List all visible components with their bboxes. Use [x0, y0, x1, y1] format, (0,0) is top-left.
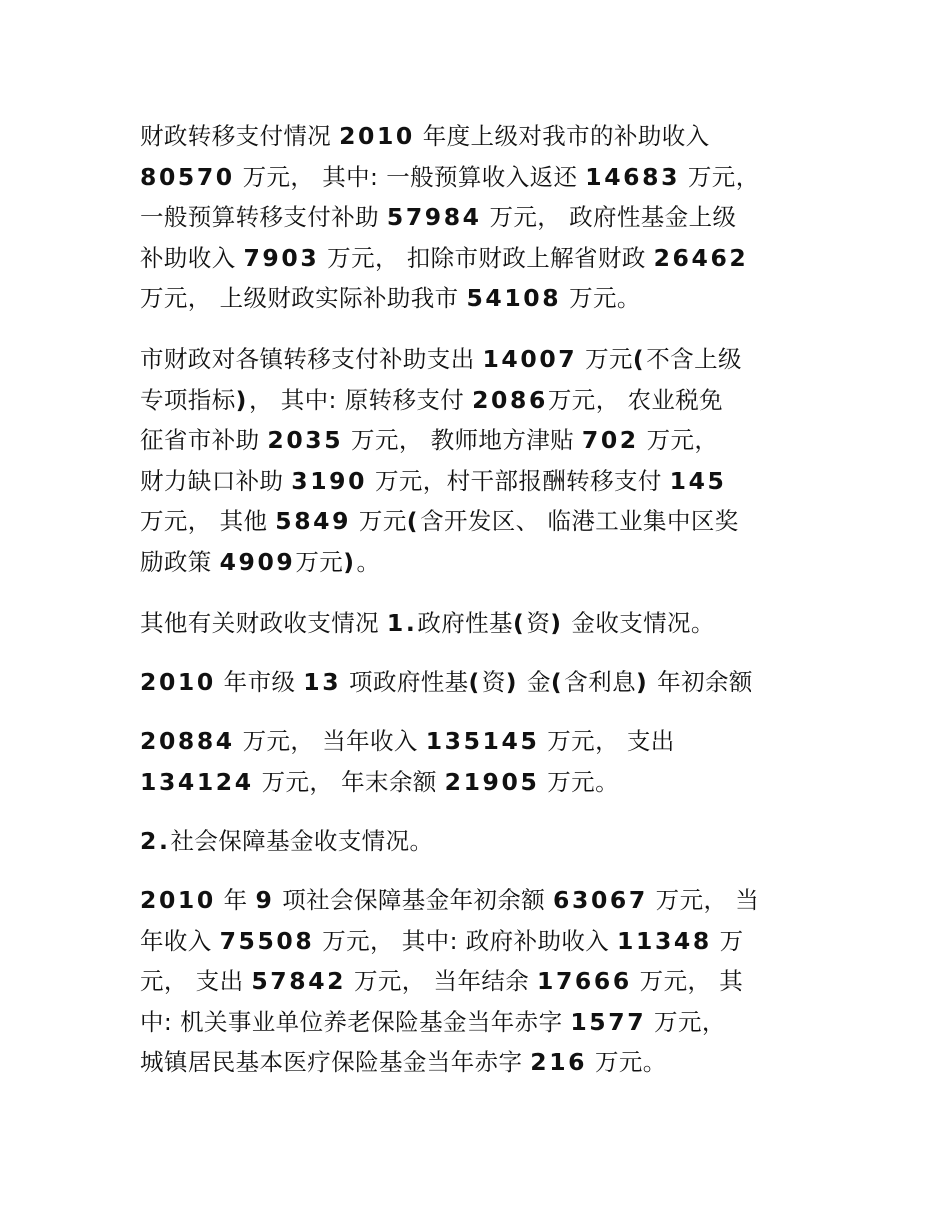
text-line: 征省市补助 2035 万元， 教师地方津贴 702 万元， — [140, 426, 719, 454]
text-line: 补助收入 7903 万元， 扣除市财政上解省财政 26462 — [140, 243, 749, 272]
paragraph-other-fiscal — [140, 603, 820, 644]
paragraph-social-security-funds — [140, 880, 820, 1083]
paragraph-transfer-payments — [140, 116, 820, 319]
text-line: 万元， 上级财政实际补助我市 54108 万元。 — [140, 284, 641, 312]
text-line: 元， 支出 57842 万元， 当年结余 17666 万元， 其 — [140, 967, 744, 995]
text-line: 2010 年 9 项社会保障基金年初余额 63067 万元， 当 — [140, 886, 760, 914]
text-line: 励政策 4909万元)。 — [140, 547, 381, 576]
text-line: 2.社会保障基金收支情况。 — [140, 827, 434, 855]
text-line: 年收入 75508 万元， 其中: 政府补助收入 11348 万 — [140, 926, 744, 955]
paragraph-town-subsidies — [140, 339, 820, 582]
text-line: 财力缺口补助 3190 万元，村干部报酬转移支付 145 — [140, 466, 727, 495]
paragraph-fund-balance — [140, 721, 820, 802]
text-line: 20884 万元， 当年收入 135145 万元， 支出 — [140, 727, 675, 755]
text-line: 万元， 其他 5849 万元(含开发区、 临港工业集中区奖 — [140, 507, 739, 535]
text-line: 财政转移支付情况 2010 年度上级对我市的补助收入 — [140, 122, 710, 150]
text-line: 80570 万元， 其中: 一般预算收入返还 14683 万元， — [140, 162, 760, 191]
paragraph-social-security-heading — [140, 821, 820, 862]
text-line: 一般预算转移支付补助 57984 万元， 政府性基金上级 — [140, 203, 737, 231]
text-line: 城镇居民基本医疗保险基金当年赤字 216 万元。 — [140, 1048, 667, 1076]
text-line: 中: 机关事业单位养老保险基金当年赤字 1577 万元， — [140, 1007, 726, 1036]
text-line: 其他有关财政收支情况 1.政府性基(资) 金收支情况。 — [140, 609, 715, 637]
paragraph-government-funds — [140, 662, 820, 703]
text-line: 134124 万元， 年末余额 21905 万元。 — [140, 767, 619, 796]
text-line: 专项指标)， 其中: 原转移支付 2086万元， 农业税免 — [140, 385, 724, 414]
text-line: 市财政对各镇转移支付补助支出 14007 万元(不含上级 — [140, 345, 742, 373]
text-line: 2010 年市级 13 项政府性基(资) 金(含利息) 年初余额 — [140, 668, 753, 696]
